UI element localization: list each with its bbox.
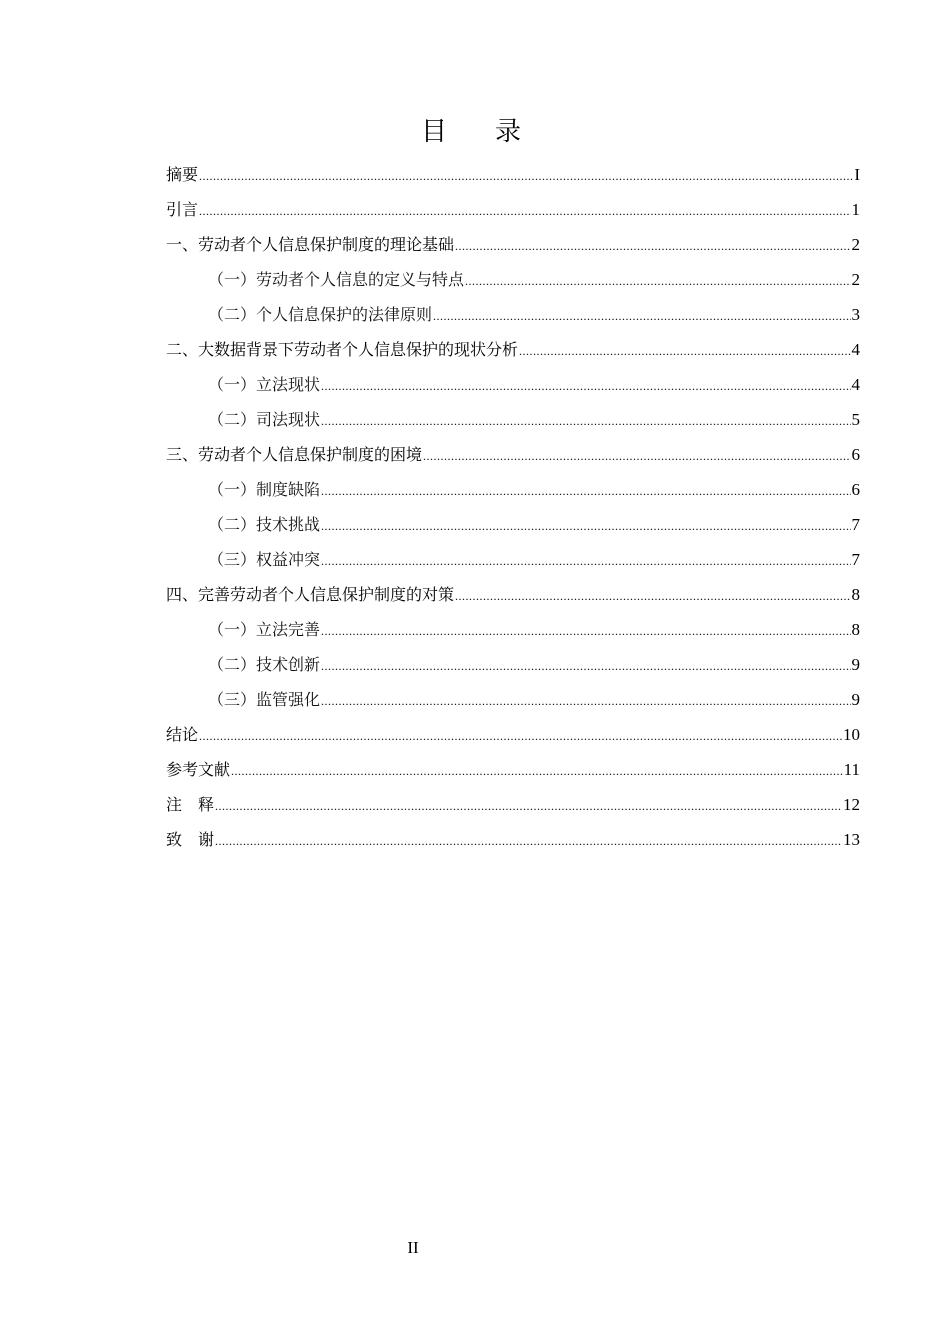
toc-entry-title: 一、劳动者个人信息保护制度的理论基础 (166, 235, 455, 254)
toc-entry-section-1-1[interactable] (166, 262, 860, 297)
toc-entry-title: （三）权益冲突 (208, 550, 321, 569)
toc-leader-dots (199, 194, 850, 229)
toc-entry-introduction[interactable] (166, 192, 860, 227)
toc-leader-dots (455, 579, 850, 614)
toc-page-number: 1 (851, 200, 860, 219)
toc-leader-dots (321, 404, 850, 439)
toc-leader-dots (199, 159, 853, 194)
toc-entry-chapter-2[interactable] (166, 332, 860, 367)
toc-page-number: 5 (851, 410, 860, 429)
toc-entry-title: （一）劳动者个人信息的定义与特点 (208, 270, 465, 289)
toc-leader-dots (321, 649, 850, 684)
toc-entry-title: 摘要 (166, 165, 199, 184)
toc-leader-dots (433, 299, 850, 334)
toc-entry-section-3-1[interactable] (166, 472, 860, 507)
toc-entry-section-4-1[interactable] (166, 612, 860, 647)
toc-entry-title: 二、大数据背景下劳动者个人信息保护的现状分析 (166, 340, 519, 359)
toc-entry-title: 致 谢 (166, 830, 215, 849)
toc-page-number: 6 (851, 445, 860, 464)
toc-entry-references[interactable] (166, 752, 860, 787)
toc-page-number: 9 (851, 655, 860, 674)
toc-entry-title: （二）司法现状 (208, 410, 321, 429)
toc-entry-title: （二）技术挑战 (208, 515, 321, 534)
toc-page-number: 13 (843, 830, 860, 849)
toc-entry-title: （三）监管强化 (208, 690, 321, 709)
toc-page-number: 11 (843, 760, 860, 779)
toc-entry-title: 参考文献 (166, 760, 231, 779)
toc-entry-title: （一）立法现状 (208, 375, 321, 394)
toc-page-number: 3 (851, 305, 860, 324)
toc-page-number: 7 (851, 515, 860, 534)
toc-page-number: 2 (851, 235, 860, 254)
toc-entry-title: 引言 (166, 200, 199, 219)
toc-entry-chapter-3[interactable] (166, 437, 860, 472)
toc-entry-title: （一）制度缺陷 (208, 480, 321, 499)
toc-leader-dots (423, 439, 850, 474)
toc-entry-section-3-3[interactable] (166, 542, 860, 577)
toc-page-number: 8 (851, 585, 860, 604)
toc-leader-dots (199, 719, 842, 754)
toc-entry-conclusion[interactable] (166, 717, 860, 752)
toc-page-number: 7 (851, 550, 860, 569)
toc-leader-dots (321, 684, 850, 719)
page-number: II (407, 1238, 419, 1257)
toc-leader-dots (321, 509, 850, 544)
toc-leader-dots (321, 614, 850, 649)
toc-entry-title: 三、劳动者个人信息保护制度的困境 (166, 445, 423, 464)
toc-page-number: 10 (843, 725, 860, 744)
toc-entry-chapter-4[interactable] (166, 577, 860, 612)
toc-leader-dots (321, 474, 850, 509)
toc-page-number: 9 (851, 690, 860, 709)
toc-entry-section-4-2[interactable] (166, 647, 860, 682)
toc-leader-dots (321, 369, 850, 404)
toc-leader-dots (455, 229, 850, 264)
table-of-contents (166, 157, 860, 857)
toc-leader-dots (519, 334, 850, 369)
toc-entry-section-2-1[interactable] (166, 367, 860, 402)
toc-leader-dots (215, 789, 842, 824)
toc-page-number: 4 (851, 375, 860, 394)
toc-entry-title: （二）技术创新 (208, 655, 321, 674)
toc-page-number: 2 (851, 270, 860, 289)
toc-page-number: 8 (851, 620, 860, 639)
toc-entry-abstract[interactable] (166, 157, 860, 192)
toc-entry-notes[interactable] (166, 787, 860, 822)
toc-entry-section-3-2[interactable] (166, 507, 860, 542)
toc-leader-dots (215, 824, 842, 859)
toc-page-number: 6 (851, 480, 860, 499)
toc-page-number: 4 (851, 340, 860, 359)
toc-entry-section-1-2[interactable] (166, 297, 860, 332)
toc-entry-section-4-3[interactable] (166, 682, 860, 717)
toc-entry-chapter-1[interactable] (166, 227, 860, 262)
toc-entry-acknowledgements[interactable] (166, 822, 860, 857)
toc-entry-title: 四、完善劳动者个人信息保护制度的对策 (166, 585, 455, 604)
toc-page-number: 12 (843, 795, 860, 814)
toc-leader-dots (231, 754, 843, 789)
toc-leader-dots (321, 544, 850, 579)
toc-entry-title: 注 释 (166, 795, 215, 814)
toc-entry-title: 结论 (166, 725, 199, 744)
toc-entry-section-2-2[interactable] (166, 402, 860, 437)
toc-page-number: I (854, 165, 860, 184)
toc-entry-title: （二）个人信息保护的法律原则 (208, 305, 433, 324)
toc-entry-title: （一）立法完善 (208, 620, 321, 639)
toc-leader-dots (465, 264, 850, 299)
page-title: 目录 (420, 117, 569, 147)
